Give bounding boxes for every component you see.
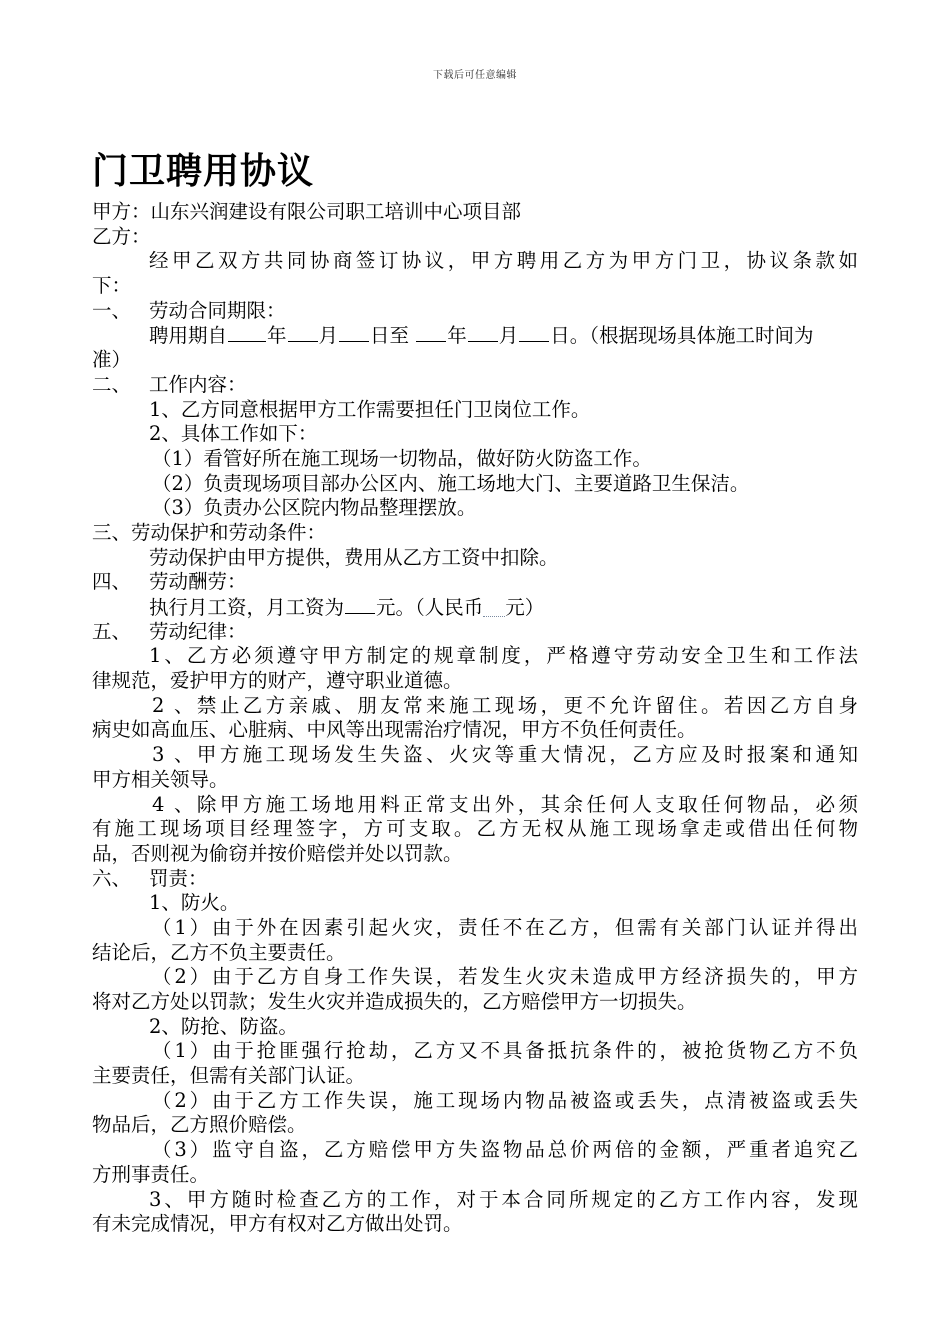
- party-b-line: 乙方：: [92, 224, 151, 248]
- blank-field: [483, 596, 505, 614]
- intro-line: 经甲乙双方共同协商签订协议，甲方聘用乙方为甲方门卫，协议条款如: [149, 249, 858, 273]
- blank-field: [345, 595, 375, 614]
- section-number: 五、: [92, 619, 132, 643]
- blank-field: [416, 323, 446, 342]
- paragraph-line: 4 、除甲方施工场地用料正常支出外，其余任何人支取任何物品，必须: [152, 792, 858, 816]
- blank-field: [468, 323, 498, 342]
- paragraph-line: 有施工现场项目经理签字，方可支取。乙方无权从施工现场拿走或借出任何物: [92, 817, 858, 841]
- salary-text: 元）: [505, 596, 545, 619]
- party-a-line: 甲方：山东兴润建设有限公司职工培训中心项目部: [92, 200, 522, 223]
- term-text: 日至: [370, 324, 416, 348]
- paragraph-line: （2）由于乙方自身工作失误，若发生火灾未造成甲方经济损失的，甲方: [152, 965, 858, 989]
- salary-line: [92, 595, 858, 620]
- section-heading: [92, 867, 858, 892]
- section-title: 劳动合同期限：: [149, 298, 286, 322]
- term-text: 年: [447, 324, 467, 348]
- paragraph-line: （3）监守自盗，乙方赔偿甲方失盗物品总价两倍的金额，严重者追究乙: [152, 1138, 858, 1162]
- list-item: （3）负责办公区院内物品整理摆放。: [152, 496, 477, 520]
- blank-field: [519, 323, 549, 342]
- salary-text: 执行月工资，月工资为: [149, 596, 345, 619]
- subsection-heading: 1、防火。: [149, 891, 240, 915]
- paragraph-line: 律规范，爱护甲方的财产，遵守职业道德。: [92, 669, 463, 693]
- list-item: （2）负责现场项目部办公区内、施工场地大门、主要道路卫生保洁。: [152, 471, 750, 495]
- term-line-continued: 准）: [92, 348, 132, 372]
- section-heading: [92, 299, 858, 324]
- section-number: 二、: [92, 372, 132, 396]
- document-title: 门卫聘用协议: [92, 151, 315, 192]
- term-text: 日。（根据现场具体施工时间为: [550, 324, 814, 348]
- term-text: 月: [318, 324, 339, 348]
- section-title: 工作内容：: [149, 372, 247, 396]
- list-item: 劳动保护由甲方提供，费用从乙方工资中扣除。: [149, 545, 559, 569]
- blank-field: [288, 323, 318, 342]
- list-item: （1）看管好所在施工现场一切物品，做好防火防盗工作。: [152, 446, 652, 470]
- paragraph-line: （1）由于抢匪强行抢劫，乙方又不具备抵抗条件的，被抢货物乙方不负: [152, 1039, 858, 1063]
- blank-field: [228, 323, 266, 342]
- section-number: 四、: [92, 570, 132, 594]
- paragraph-line: 方刑事责任。: [92, 1162, 210, 1186]
- section-title: 罚责：: [149, 866, 208, 890]
- paragraph-line: 有未完成情况，甲方有权对乙方做出处罚。: [92, 1212, 463, 1236]
- paragraph-line: 甲方相关领导。: [92, 767, 229, 791]
- section-heading: 三、劳动保护和劳动条件：: [92, 520, 327, 544]
- document-body: [92, 200, 858, 1237]
- subsection-heading: 2、防抢、防盗。: [149, 1014, 298, 1038]
- paragraph-line: 结论后，乙方不负主要责任。: [92, 940, 346, 964]
- list-item: 1、乙方同意根据甲方工作需要担任门卫岗位工作。: [149, 397, 591, 421]
- paragraph-line: 3、甲方随时检查乙方的工作，对于本合同所规定的乙方工作内容，发现: [149, 1187, 858, 1211]
- page-header-note: 下载后可任意编辑: [433, 70, 517, 81]
- term-text: 年: [267, 324, 287, 348]
- paragraph-line: 将对乙方处以罚款；发生火灾并造成损失的，乙方赔偿甲方一切损失。: [92, 990, 697, 1013]
- paragraph-line: 1、乙方必须遵守甲方制定的规章制度，严格遵守劳动安全卫生和工作法: [149, 644, 858, 668]
- section-heading: [92, 570, 858, 595]
- section-title: 劳动纪律：: [149, 619, 247, 643]
- section-heading: [92, 373, 858, 398]
- term-text: 聘用期自: [149, 324, 228, 348]
- term-text: 月: [498, 324, 519, 348]
- paragraph-line: 病史如高血压、心脏病、中风等出现需治疗情况，甲方不负任何责任。: [92, 718, 697, 742]
- paragraph-line: 3 、甲方施工现场发生失盗、火灾等重大情况，乙方应及时报案和通知: [152, 743, 858, 767]
- paragraph-line: 物品后，乙方照价赔偿。: [92, 1113, 307, 1137]
- section-number: 六、: [92, 866, 132, 890]
- list-item: 2、具体工作如下：: [149, 422, 318, 446]
- term-line: [92, 323, 858, 348]
- section-title: 劳动酬劳：: [149, 570, 247, 594]
- paragraph-line: 品，否则视为偷窃并按价赔偿并处以罚款。: [92, 841, 463, 865]
- paragraph-line: （2）由于乙方工作失误，施工现场内物品被盗或丢失，点清被盗或丢失: [152, 1088, 858, 1112]
- blank-field: [339, 323, 369, 342]
- section-heading: [92, 620, 858, 645]
- paragraph-line: 2 、禁止乙方亲戚、朋友常来施工现场，更不允许留住。若因乙方自身: [152, 693, 858, 717]
- section-number: 一、: [92, 298, 132, 322]
- paragraph-line: （1）由于外在因素引起火灾，责任不在乙方，但需有关部门认证并得出: [152, 915, 858, 939]
- salary-text: 元。（人民币: [376, 596, 484, 619]
- intro-line: 下：: [92, 274, 132, 298]
- paragraph-line: 主要责任，但需有关部门认证。: [92, 1064, 366, 1088]
